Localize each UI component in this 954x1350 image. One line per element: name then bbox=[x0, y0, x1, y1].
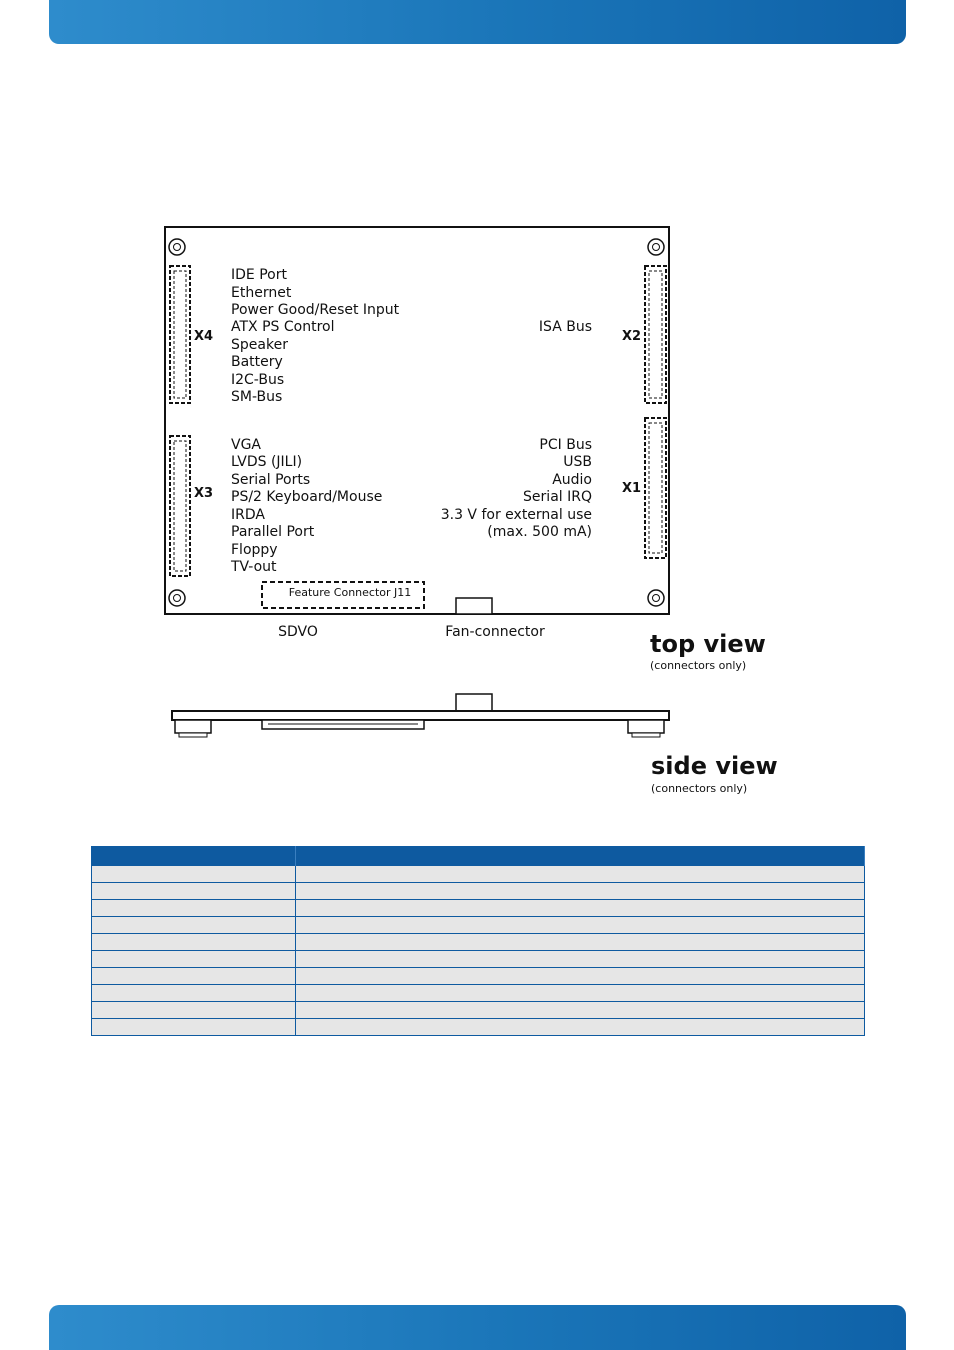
x4-signal: IDE Port bbox=[231, 267, 287, 283]
x3-signal: VGA bbox=[231, 437, 262, 453]
table-cell bbox=[92, 883, 296, 900]
x4-signal: Battery bbox=[231, 354, 283, 370]
table-cell bbox=[92, 1002, 296, 1019]
x1-signal: PCI Bus bbox=[539, 437, 592, 453]
side-view-note: (connectors only) bbox=[651, 782, 748, 795]
connector-label-x3: X3 bbox=[194, 486, 214, 501]
table-cell bbox=[92, 917, 296, 934]
x3-signal: LVDS (JILI) bbox=[231, 454, 303, 470]
table-row bbox=[92, 985, 865, 1002]
table-cell bbox=[296, 917, 865, 934]
x1-signal: Serial IRQ bbox=[523, 489, 592, 505]
table-header-row bbox=[92, 847, 865, 866]
fan-connector-label: Fan-connector bbox=[445, 624, 545, 640]
x4-signal: Power Good/Reset Input bbox=[231, 302, 400, 318]
connector-table bbox=[91, 846, 865, 1036]
top-view-note: (connectors only) bbox=[650, 659, 747, 672]
x1-signal: Audio bbox=[552, 472, 592, 488]
connector-label-x1: X1 bbox=[622, 481, 642, 496]
side-view-drawing bbox=[172, 694, 669, 737]
top-view-title: top view bbox=[650, 630, 766, 658]
table-cell bbox=[92, 900, 296, 917]
x1-signal: USB bbox=[563, 454, 592, 470]
sdvo-label: SDVO bbox=[278, 624, 318, 640]
table-cell bbox=[92, 1019, 296, 1036]
fan-connector-outline bbox=[456, 598, 492, 614]
table-cell bbox=[92, 866, 296, 883]
table-cell bbox=[296, 1002, 865, 1019]
x4-signal: ATX PS Control bbox=[231, 319, 335, 335]
table-cell bbox=[92, 968, 296, 985]
x4-signal: Speaker bbox=[231, 337, 288, 353]
x3-signal: PS/2 Keyboard/Mouse bbox=[231, 489, 383, 505]
table-row bbox=[92, 934, 865, 951]
x1-signal: (max. 500 mA) bbox=[487, 524, 592, 540]
table-row bbox=[92, 917, 865, 934]
x2-signal: ISA Bus bbox=[538, 319, 592, 335]
x3-signal: Parallel Port bbox=[231, 524, 315, 540]
table-cell bbox=[296, 968, 865, 985]
table-cell bbox=[296, 985, 865, 1002]
x3-signal: TV-out bbox=[231, 559, 277, 575]
table-row bbox=[92, 968, 865, 985]
table-header-cell bbox=[92, 847, 296, 866]
table-cell bbox=[92, 951, 296, 968]
table-cell bbox=[92, 985, 296, 1002]
table-row bbox=[92, 1002, 865, 1019]
x3-signal: Serial Ports bbox=[231, 472, 311, 488]
table-row bbox=[92, 883, 865, 900]
x4-signal: I2C-Bus bbox=[231, 372, 285, 388]
table-cell bbox=[296, 883, 865, 900]
x4-signal: Ethernet bbox=[231, 285, 292, 301]
x3-signal: Floppy bbox=[231, 542, 278, 558]
table-cell bbox=[296, 934, 865, 951]
table-cell bbox=[296, 900, 865, 917]
table-header-cell bbox=[296, 847, 865, 866]
connector-label-x2: X2 bbox=[622, 329, 642, 344]
table-row bbox=[92, 866, 865, 883]
table-cell bbox=[296, 1019, 865, 1036]
table-cell bbox=[296, 866, 865, 883]
x1-signal: 3.3 V for external use bbox=[440, 507, 592, 523]
side-view-title: side view bbox=[651, 752, 778, 780]
table-row bbox=[92, 951, 865, 968]
table-cell bbox=[296, 951, 865, 968]
connector-label-x4: X4 bbox=[194, 329, 214, 344]
table-row bbox=[92, 1019, 865, 1036]
feature-connector-label: Feature Connector J11 bbox=[288, 586, 412, 599]
table-row bbox=[92, 900, 865, 917]
x3-signal: IRDA bbox=[231, 507, 265, 523]
table-cell bbox=[92, 934, 296, 951]
x4-signal: SM-Bus bbox=[231, 389, 283, 405]
footer-band bbox=[49, 1305, 906, 1350]
